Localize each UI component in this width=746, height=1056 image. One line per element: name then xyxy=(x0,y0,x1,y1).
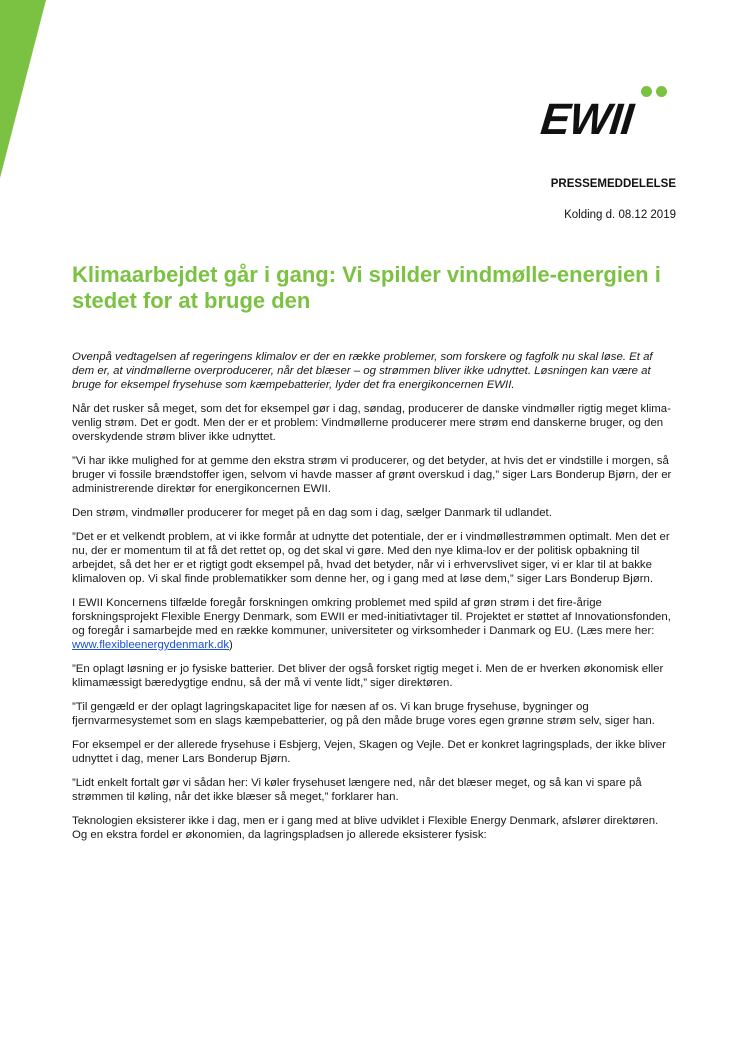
research-suffix: ) xyxy=(229,639,233,651)
ewii-logo xyxy=(538,86,669,148)
green-corner-stripe xyxy=(0,0,60,180)
paragraph: ”Vi har ikke mulighed for at gemme den ekstra strøm vi producerer, og det betyder, at hvis det er vindstille i morgen, så bruger vi fossile brændstoffer igen, selvom vi havde masser af grønt overskud i dag,” siger Lars Bonderup Bjørn, der er administrerende direktør for energikoncernen EWII. xyxy=(72,455,672,495)
paragraph: Når det rusker så meget, som det for eksempel gør i dag, søndag, producerer de danske vindmøller rigtig meget klima-venlig strøm. Det er godt. Men der er et problem: Vindmøllerne producerer mere strøm end danskerne bruger, og den overskydende strøm bliver ikke udnyttet. xyxy=(72,403,671,443)
paragraph: Teknologien eksisterer ikke i dag, men er i gang med at blive udviklet i Flexible Energy Denmark, afslører direktøren. Og en ekstra fordel er økonomien, da lagringspladsen jo allerede eksisterer fysisk: xyxy=(72,815,659,841)
article-body xyxy=(72,350,676,852)
paragraph: ”Lidt enkelt fortalt gør vi sådan her: Vi køler frysehuset længere ned, når det blæser meget, og så kan vi spare på strømmen til køling, når det ikke blæser så meget,” forklarer han. xyxy=(72,777,642,803)
research-text: I EWII Koncernens tilfælde foregår forskningen omkring problemet med spild af grøn strøm i det fire-årige forskningsprojekt Flexible Energy Denmark, som EWII er med-initiativtager til. Projektet er støttet af Innovationsfonden, og foregår i samarbejde med en række kommuner, universiteter og virksomheder i Danmark og EU. (Læs mere her: xyxy=(72,597,671,637)
press-release-label: PRESSEMEDDELELSE xyxy=(550,178,676,190)
paragraph: ”En oplagt løsning er jo fysiske batterier. Det bliver der også forsket rigtig meget i. Men de er hverken økonomisk eller klimamæssigt bæredygtige endnu, så der må vi vente lidt,” siger direktøren. xyxy=(72,663,664,689)
paragraph: For eksempel er der allerede frysehuse i Esbjerg, Vejen, Skagen og Vejle. Det er konkret lagringsplads, der ikke bliver udnyttet i dag, mener Lars Bonderup Bjørn. xyxy=(72,739,666,765)
paragraph: ”Det er et velkendt problem, at vi ikke formår at udnytte det potentiale, der er i vindmøllestrømmen optimalt. Men det er nu, der er momentum til at få det rettet op, og det skal vi gøre. Med den nye klima-lov er der politisk opbakning til arbejdet, så det her er et rigtigt godt eksempel på, hvad det betyder, når vi i erhvervslivet siger, vi er klar til at bakke klimaloven op. Vi skal finde problematikker som denne her, og i gang med at løse dem,” siger Lars Bonderup Bjørn. xyxy=(72,531,670,585)
paragraph: ”Til gengæld er der oplagt lagringskapacitet lige for næsen af os. Vi kan bruge frysehuse, bygninger og fjernvarmesystemet som en slags kæmpebatterier, og på den måde bruge vores egen grønne strøm selv, siger han. xyxy=(72,701,655,727)
page-title: Klimaarbejdet går i gang: Vi spilder vindmølle-energien i stedet for at bruge den xyxy=(72,262,661,313)
flexible-energy-link[interactable]: www.flexibleenergydenmark.dk xyxy=(72,639,230,651)
logo-wordmark: EWII xyxy=(538,95,635,144)
logo-dot xyxy=(641,86,652,97)
paragraph-research xyxy=(72,596,676,652)
logo-dot xyxy=(656,86,667,97)
dateline: Kolding d. 08.12 2019 xyxy=(564,209,676,221)
lead-paragraph: Ovenpå vedtagelsen af regeringens klimalov er der en række problemer, som forskere og fagfolk nu skal løse. Et af dem er, at vindmøllerne overproducerer, når det blæser – og strømmen bliver ikke udnyttet. Løsningen kan være at bruge for eksempel frysehuse som kæmpebatterier, lyder det fra energikoncernen EWII. xyxy=(72,351,653,391)
paragraph: Den strøm, vindmøller producerer for meget på en dag som i dag, sælger Danmark til udlandet. xyxy=(72,507,552,519)
